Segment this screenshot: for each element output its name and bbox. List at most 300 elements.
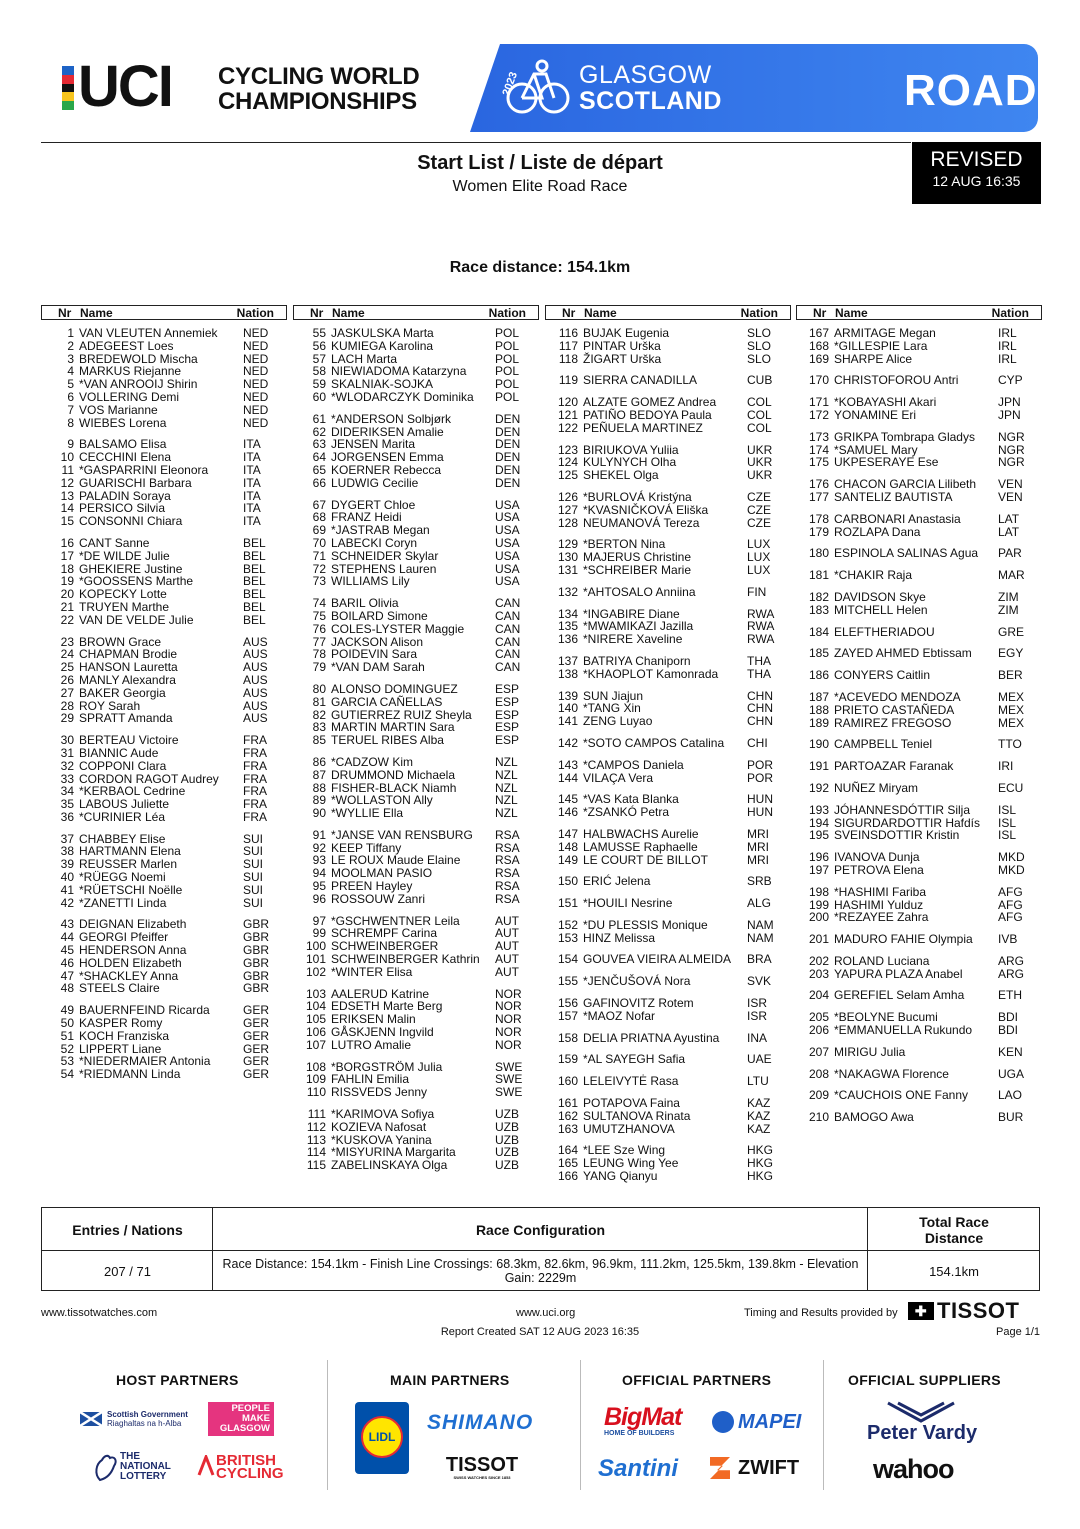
rider-name: PRIETO CASTAÑEDA (834, 702, 955, 717)
rider-number: 197 (808, 862, 829, 877)
rider-number: 22 (60, 612, 74, 627)
rider-name: *AHTOSALO Anniina (583, 584, 696, 599)
rider-number: 77 (312, 634, 326, 649)
rider-number: 25 (60, 660, 74, 675)
rider-number: 23 (60, 634, 74, 649)
rider-nation: POR (747, 770, 774, 785)
rider-name: *VAN DAM Sarah (331, 660, 425, 675)
rider-row (293, 661, 539, 674)
rider-name: DAVIDSON Skye (834, 589, 926, 604)
rider-number: 152 (557, 917, 578, 932)
rider-number: 189 (808, 715, 829, 730)
rider-nation: USA (495, 523, 520, 538)
rider-number: 206 (808, 1023, 829, 1038)
rider-row (545, 1097, 791, 1110)
rider-nation: EGY (998, 646, 1024, 661)
rider-number: 107 (305, 1037, 326, 1052)
rider-row (796, 647, 1042, 660)
rider-number: 40 (60, 870, 74, 885)
rider-number: 80 (312, 681, 326, 696)
rider-number: 134 (557, 606, 578, 621)
rider-row (796, 604, 1042, 617)
rider-name: CARBONARI Anastasia (834, 511, 961, 526)
rider-nation: LUX (747, 537, 771, 552)
rider-row (545, 1123, 791, 1136)
rider-name: NEUMANOVÁ Tereza (583, 515, 700, 530)
rider-name: CHAPMAN Brodie (79, 647, 178, 662)
rider-name: KEEP Tiffany (331, 840, 402, 855)
start-list-column-3 (545, 305, 791, 1183)
rider-name: *KARIMOVA Sofiya (331, 1107, 435, 1122)
rider-nation: FIN (747, 584, 767, 599)
british-cycling-line-1: BRITISH (216, 1452, 276, 1469)
rider-name: SUN Jiajun (583, 688, 644, 703)
rider-name: BAKER Georgia (79, 685, 166, 700)
rider-nation: SUI (243, 857, 264, 872)
rider-row (545, 564, 791, 577)
rider-name: VAN DE VELDE Julie (79, 612, 194, 627)
rider-row (293, 623, 539, 636)
nr-header: Nr (310, 306, 324, 320)
rider-nation: DEN (495, 437, 521, 452)
rider-name: LELEIVYTĖ Rasa (583, 1074, 679, 1089)
rider-name: SCHREMPF Carina (331, 926, 438, 941)
rider-nation: AUS (243, 672, 268, 687)
rider-nation: NOR (495, 1025, 522, 1040)
rider-row (41, 687, 287, 700)
rider-row (796, 409, 1042, 422)
rider-name: ADEGEEST Loes (79, 338, 174, 353)
rider-number: 132 (557, 584, 578, 599)
rider-row (796, 526, 1042, 539)
rider-number: 45 (60, 943, 74, 958)
rider-name: *KERBAOL Cedrine (79, 784, 186, 799)
rider-name: *BORGSTRÖM Julia (331, 1059, 443, 1074)
rider-number: 3 (67, 351, 74, 366)
british-cycling-logo (216, 1454, 284, 1480)
rider-nation: AUS (243, 634, 268, 649)
rider-name: *VAS Kata Blanka (583, 792, 679, 807)
rider-row (796, 804, 1042, 817)
rider-number: 202 (808, 953, 829, 968)
rider-number: 140 (557, 701, 578, 716)
rider-number: 156 (557, 996, 578, 1011)
rider-name: *BEOLYNE Bucumi (834, 1010, 938, 1025)
rider-name: *HASHIMI Fariba (834, 884, 927, 899)
rider-row (796, 1111, 1042, 1124)
rider-row (545, 340, 791, 353)
rider-number: 146 (557, 805, 578, 820)
rider-name: *CADZOW Kim (331, 754, 413, 769)
rider-row (796, 704, 1042, 717)
bigmat-word: BigMat (604, 1403, 682, 1431)
rider-nation: CZE (747, 489, 771, 504)
rider-nation: USA (495, 510, 520, 525)
rider-row (293, 829, 539, 842)
rider-row (293, 610, 539, 623)
rider-nation: LTU (747, 1074, 769, 1089)
rider-number: 158 (557, 1030, 578, 1045)
rider-nation: AUS (243, 711, 268, 726)
rider-number: 38 (60, 844, 74, 859)
rider-number: 100 (305, 939, 326, 954)
rider-nation: ECU (998, 780, 1024, 795)
rider-name: *ANDERSON Solbjørk (331, 411, 452, 426)
rider-row (545, 1075, 791, 1088)
rider-nation: NZL (495, 806, 518, 821)
rider-nation: ZIM (998, 602, 1019, 617)
rider-nation: AUT (495, 939, 519, 954)
rider-number: 199 (808, 897, 829, 912)
tissot-url[interactable]: www.tissotwatches.com (41, 1307, 158, 1319)
rider-number: 60 (312, 389, 326, 404)
rider-nation: NED (243, 326, 269, 340)
rider-nation: AUT (495, 926, 519, 941)
rider-row (796, 933, 1042, 946)
rider-name: LUTRO Amalie (331, 1037, 412, 1052)
rider-name: STEPHENS Lauren (331, 561, 437, 576)
rider-row (293, 734, 539, 747)
rider-row (545, 422, 791, 435)
rider-name: VAN VLEUTEN Annemiek (79, 326, 218, 340)
rider-nation: CHN (747, 714, 773, 729)
crossed-fingers-icon (92, 1452, 120, 1482)
rider-row (293, 1026, 539, 1039)
rider-nation: ISR (747, 996, 768, 1011)
rider-name: AALERUD Katrine (331, 986, 430, 1001)
rider-name: JASKULSKA Marta (331, 326, 434, 340)
rider-nation: SLO (747, 338, 772, 353)
rider-number: 93 (312, 853, 326, 868)
rider-nation: NED (243, 389, 269, 404)
rider-nation: USA (495, 497, 520, 512)
rider-number: 75 (312, 608, 326, 623)
rider-row (545, 806, 791, 819)
rider-nation: AFG (998, 910, 1023, 925)
rider-number: 61 (312, 411, 326, 426)
rider-nation: NED (243, 351, 269, 366)
lidl-word: LIDL (368, 1430, 396, 1444)
uci-url[interactable]: www.uci.org (516, 1307, 576, 1319)
rider-nation: BEL (243, 599, 266, 614)
rider-name: JORGENSEN Emma (331, 450, 444, 465)
rider-number: 145 (557, 792, 578, 807)
rider-nation: BEL (243, 561, 266, 576)
rider-number: 9 (67, 437, 74, 452)
rider-name: SCHWEINBERGER (331, 939, 439, 954)
rider-row (545, 1032, 791, 1045)
rider-name: *DE WILDE Julie (79, 548, 170, 563)
rider-nation: UZB (495, 1119, 519, 1134)
rider-nation: HKG (747, 1156, 774, 1171)
rider-nation: JPN (998, 407, 1021, 422)
rider-number: 129 (557, 537, 578, 552)
rider-row (293, 413, 539, 426)
rider-number: 102 (305, 964, 326, 979)
rider-number: 101 (305, 952, 326, 967)
rider-name: *JASTRAB Megan (331, 523, 430, 538)
rider-number: 99 (312, 926, 326, 941)
rider-row (293, 756, 539, 769)
rider-row (796, 738, 1042, 751)
event-country: SCOTLAND (579, 87, 722, 115)
rider-name: *JANSE VAN RENSBURG (331, 827, 473, 842)
rider-number: 142 (557, 735, 578, 750)
scot-gov-line-1: Scottish Government (107, 1410, 188, 1419)
rider-nation: LAT (998, 524, 1020, 539)
rider-number: 43 (60, 917, 74, 932)
rider-nation: MEX (998, 689, 1025, 704)
rider-nation: IVB (998, 932, 1018, 947)
rider-name: GRIKPA Tombrapa Gladys (834, 429, 975, 444)
rider-nation: FRA (243, 784, 267, 799)
rider-name: BAMOGO Awa (834, 1110, 914, 1125)
header (0, 0, 1080, 140)
rider-row (293, 477, 539, 490)
rider-nation: BER (998, 668, 1023, 683)
peter-vardy-logo: Peter Vardy (867, 1422, 978, 1444)
rider-nation: USA (495, 548, 520, 563)
rider-name: ALZATE GOMEZ Andrea (583, 395, 717, 410)
rider-name: GHEKIERE Justine (79, 561, 183, 576)
rider-number: 200 (808, 910, 829, 925)
rider-number: 96 (312, 891, 326, 906)
rider-row (545, 655, 791, 668)
nation-header: Nation (740, 306, 778, 320)
official-suppliers-title: OFFICIAL SUPPLIERS (848, 1372, 1001, 1388)
rider-name: LE ROUX Maude Elaine (331, 853, 461, 868)
rider-row (41, 1068, 287, 1081)
race-distance: Race distance: 154.1km (449, 259, 631, 276)
rider-row (796, 782, 1042, 795)
bigmat-sub: HOME OF BUILDERS (604, 1430, 675, 1437)
rider-number: 181 (808, 568, 829, 583)
rider-name: KASPER Romy (79, 1016, 163, 1031)
total-value: 154.1km (929, 1264, 979, 1279)
peter-vardy-chevron-icon (886, 1401, 956, 1423)
rider-name: ZAYED AHMED Ebtissam (834, 646, 972, 661)
rider-row (41, 712, 287, 725)
rider-number: 188 (808, 702, 829, 717)
rider-number: 11 (61, 462, 74, 477)
rider-number: 27 (60, 685, 74, 700)
rider-row (41, 464, 287, 477)
rider-row (293, 464, 539, 477)
rider-number: 86 (312, 754, 326, 769)
rider-name: BAUERNFEIND Ricarda (79, 1003, 210, 1018)
name-header: Name (835, 306, 868, 320)
rider-nation: NED (243, 338, 269, 353)
tissot-logo (908, 1298, 1019, 1324)
rider-row (293, 880, 539, 893)
total-label (868, 1214, 1040, 1246)
nation-header: Nation (236, 306, 274, 320)
rider-number: 141 (557, 714, 578, 729)
rider-number: 2 (67, 338, 74, 353)
rider-name: KUMIEGA Karolina (331, 338, 434, 353)
rider-number: 39 (60, 857, 74, 872)
rider-nation: SLO (747, 326, 772, 340)
rider-row (796, 851, 1042, 864)
rider-nation: FRA (243, 758, 267, 773)
rider-nation: ZIM (998, 589, 1019, 604)
rider-number: 62 (312, 424, 326, 439)
rider-number: 8 (67, 415, 74, 430)
rider-number: 120 (557, 395, 578, 410)
rider-number: 121 (557, 407, 578, 422)
rider-nation: GER (243, 1016, 270, 1031)
rider-name: ZABELINSKAYA Olga (331, 1158, 448, 1173)
rider-nation: UKR (747, 455, 773, 470)
scottish-government-logo (107, 1410, 188, 1428)
start-list-column-1 (41, 305, 287, 1081)
rider-row (293, 966, 539, 979)
rider-name: TRUYEN Marthe (79, 599, 170, 614)
rider-nation: SUI (243, 831, 264, 846)
rider-row (545, 586, 791, 599)
rider-nation: ESP (495, 694, 520, 709)
rider-number: 59 (312, 377, 326, 392)
rider-row (796, 491, 1042, 504)
rider-nation: SWE (495, 1072, 523, 1087)
rider-nation: RSA (495, 827, 520, 842)
rider-number: 157 (557, 1008, 578, 1023)
rider-number: 195 (808, 828, 829, 843)
entries-label: Entries / Nations (72, 1222, 183, 1238)
rider-nation: CAN (495, 621, 521, 636)
rider-name: PREEN Hayley (331, 879, 413, 894)
rider-name: VOS Marianne (79, 402, 158, 417)
rider-nation: AUT (495, 913, 519, 928)
rider-row (293, 953, 539, 966)
rider-name: SHARPE Alice (834, 351, 913, 366)
rider-name: UKPESERAYE Ese (834, 455, 939, 470)
rider-nation: JPN (998, 395, 1021, 410)
rider-number: 41 (60, 882, 74, 897)
rider-number: 171 (808, 395, 829, 410)
rider-name: VILAÇA Vera (583, 770, 654, 785)
rider-number: 79 (312, 660, 326, 675)
rider-number: 36 (60, 809, 74, 824)
column-header (796, 305, 1042, 320)
rider-name: BERTEAU Victoire (79, 733, 179, 748)
rider-number: 76 (312, 621, 326, 636)
rider-row (796, 626, 1042, 639)
rider-name: HALBWACHS Aurelie (583, 826, 699, 841)
rider-nation: GER (243, 1028, 270, 1043)
rider-nation: AUS (243, 647, 268, 662)
shimano-logo: SHIMANO (427, 1411, 534, 1434)
rider-number: 13 (60, 488, 74, 503)
rider-name: *AL SAYEGH Safia (583, 1052, 686, 1067)
rider-name: *MISYURINA Margarita (331, 1145, 456, 1160)
rider-number: 176 (808, 477, 829, 492)
rider-number: 34 (60, 784, 74, 799)
rider-nation: HKG (747, 1169, 774, 1184)
rider-nation: BDI (998, 1023, 1019, 1038)
rider-nation: NGR (998, 455, 1025, 470)
start-list-column-2 (293, 305, 539, 1172)
rider-name: TERUEL RIBES Alba (331, 733, 444, 748)
rider-name: YONAMINE Eri (834, 407, 917, 422)
uci-rainbow-stripes (62, 66, 74, 110)
rider-nation: GBR (243, 943, 270, 958)
rider-number: 209 (808, 1088, 829, 1103)
rider-nation: USA (495, 535, 520, 550)
rider-name: LIPPERT Liane (79, 1041, 162, 1056)
rider-row (41, 871, 287, 884)
rider-name: GOUVEA VIEIRA ALMEIDA (583, 952, 732, 967)
rider-name: MARKUS Riejanne (79, 364, 182, 379)
rider-row (293, 1086, 539, 1099)
rider-row (41, 515, 287, 528)
rider-row (545, 875, 791, 888)
rider-name: ROY Sarah (79, 698, 141, 713)
rider-row (796, 669, 1042, 682)
rider-row (41, 811, 287, 824)
rider-number: 10 (60, 450, 74, 465)
rider-number: 166 (557, 1169, 578, 1184)
rider-nation: BUR (998, 1110, 1024, 1125)
rider-nation: GBR (243, 917, 270, 932)
rider-name: CHRISTOFOROU Antri (834, 373, 959, 388)
rider-nation: ITA (243, 475, 261, 490)
rider-number: 71 (312, 548, 326, 563)
rider-row (796, 760, 1042, 773)
rider-nation: SLO (747, 351, 772, 366)
rider-nation: ISL (998, 828, 1017, 843)
rider-nation: GER (243, 1003, 270, 1018)
rider-name: KOZIEVA Nafosat (331, 1119, 427, 1134)
rider-number: 30 (60, 733, 74, 748)
rider-nation: VEN (998, 489, 1023, 504)
rider-nation: RSA (495, 840, 520, 855)
rider-nation: GER (243, 1041, 270, 1056)
rider-number: 53 (60, 1054, 74, 1069)
rider-name: HANSON Lauretta (79, 660, 178, 675)
rider-row (41, 944, 287, 957)
rider-nation: MEX (998, 702, 1025, 717)
rider-row (41, 550, 287, 563)
rider-nation: ESP (495, 707, 520, 722)
rider-nation: GBR (243, 968, 270, 983)
rider-row (293, 575, 539, 588)
rider-number: 85 (312, 733, 326, 748)
rider-nation: RWA (747, 606, 775, 621)
rider-nation: UKR (747, 442, 773, 457)
rider-nation: FRA (243, 771, 267, 786)
rider-row (796, 989, 1042, 1002)
rider-name: ERIKSEN Malin (331, 1012, 416, 1027)
rider-number: 137 (557, 653, 578, 668)
rider-row (293, 683, 539, 696)
rider-nation: NOR (495, 986, 522, 1001)
rider-nation: SUI (243, 870, 264, 885)
rider-name: STEELS Claire (79, 981, 160, 996)
rider-name: DEIGNAN Elizabeth (79, 917, 187, 932)
rider-name: SCHNEIDER Skylar (331, 548, 439, 563)
rider-number: 108 (305, 1059, 326, 1074)
rider-nation: UZB (495, 1145, 519, 1160)
rider-row (796, 353, 1042, 366)
rider-row (796, 569, 1042, 582)
rider-row (41, 957, 287, 970)
rider-number: 12 (60, 475, 74, 490)
rider-name: FISHER-BLACK Niamh (331, 780, 457, 795)
rider-name: SVEINSDOTTIR Kristin (834, 828, 960, 843)
british-cycling-mark-icon (197, 1455, 215, 1477)
rider-number: 58 (312, 364, 326, 379)
